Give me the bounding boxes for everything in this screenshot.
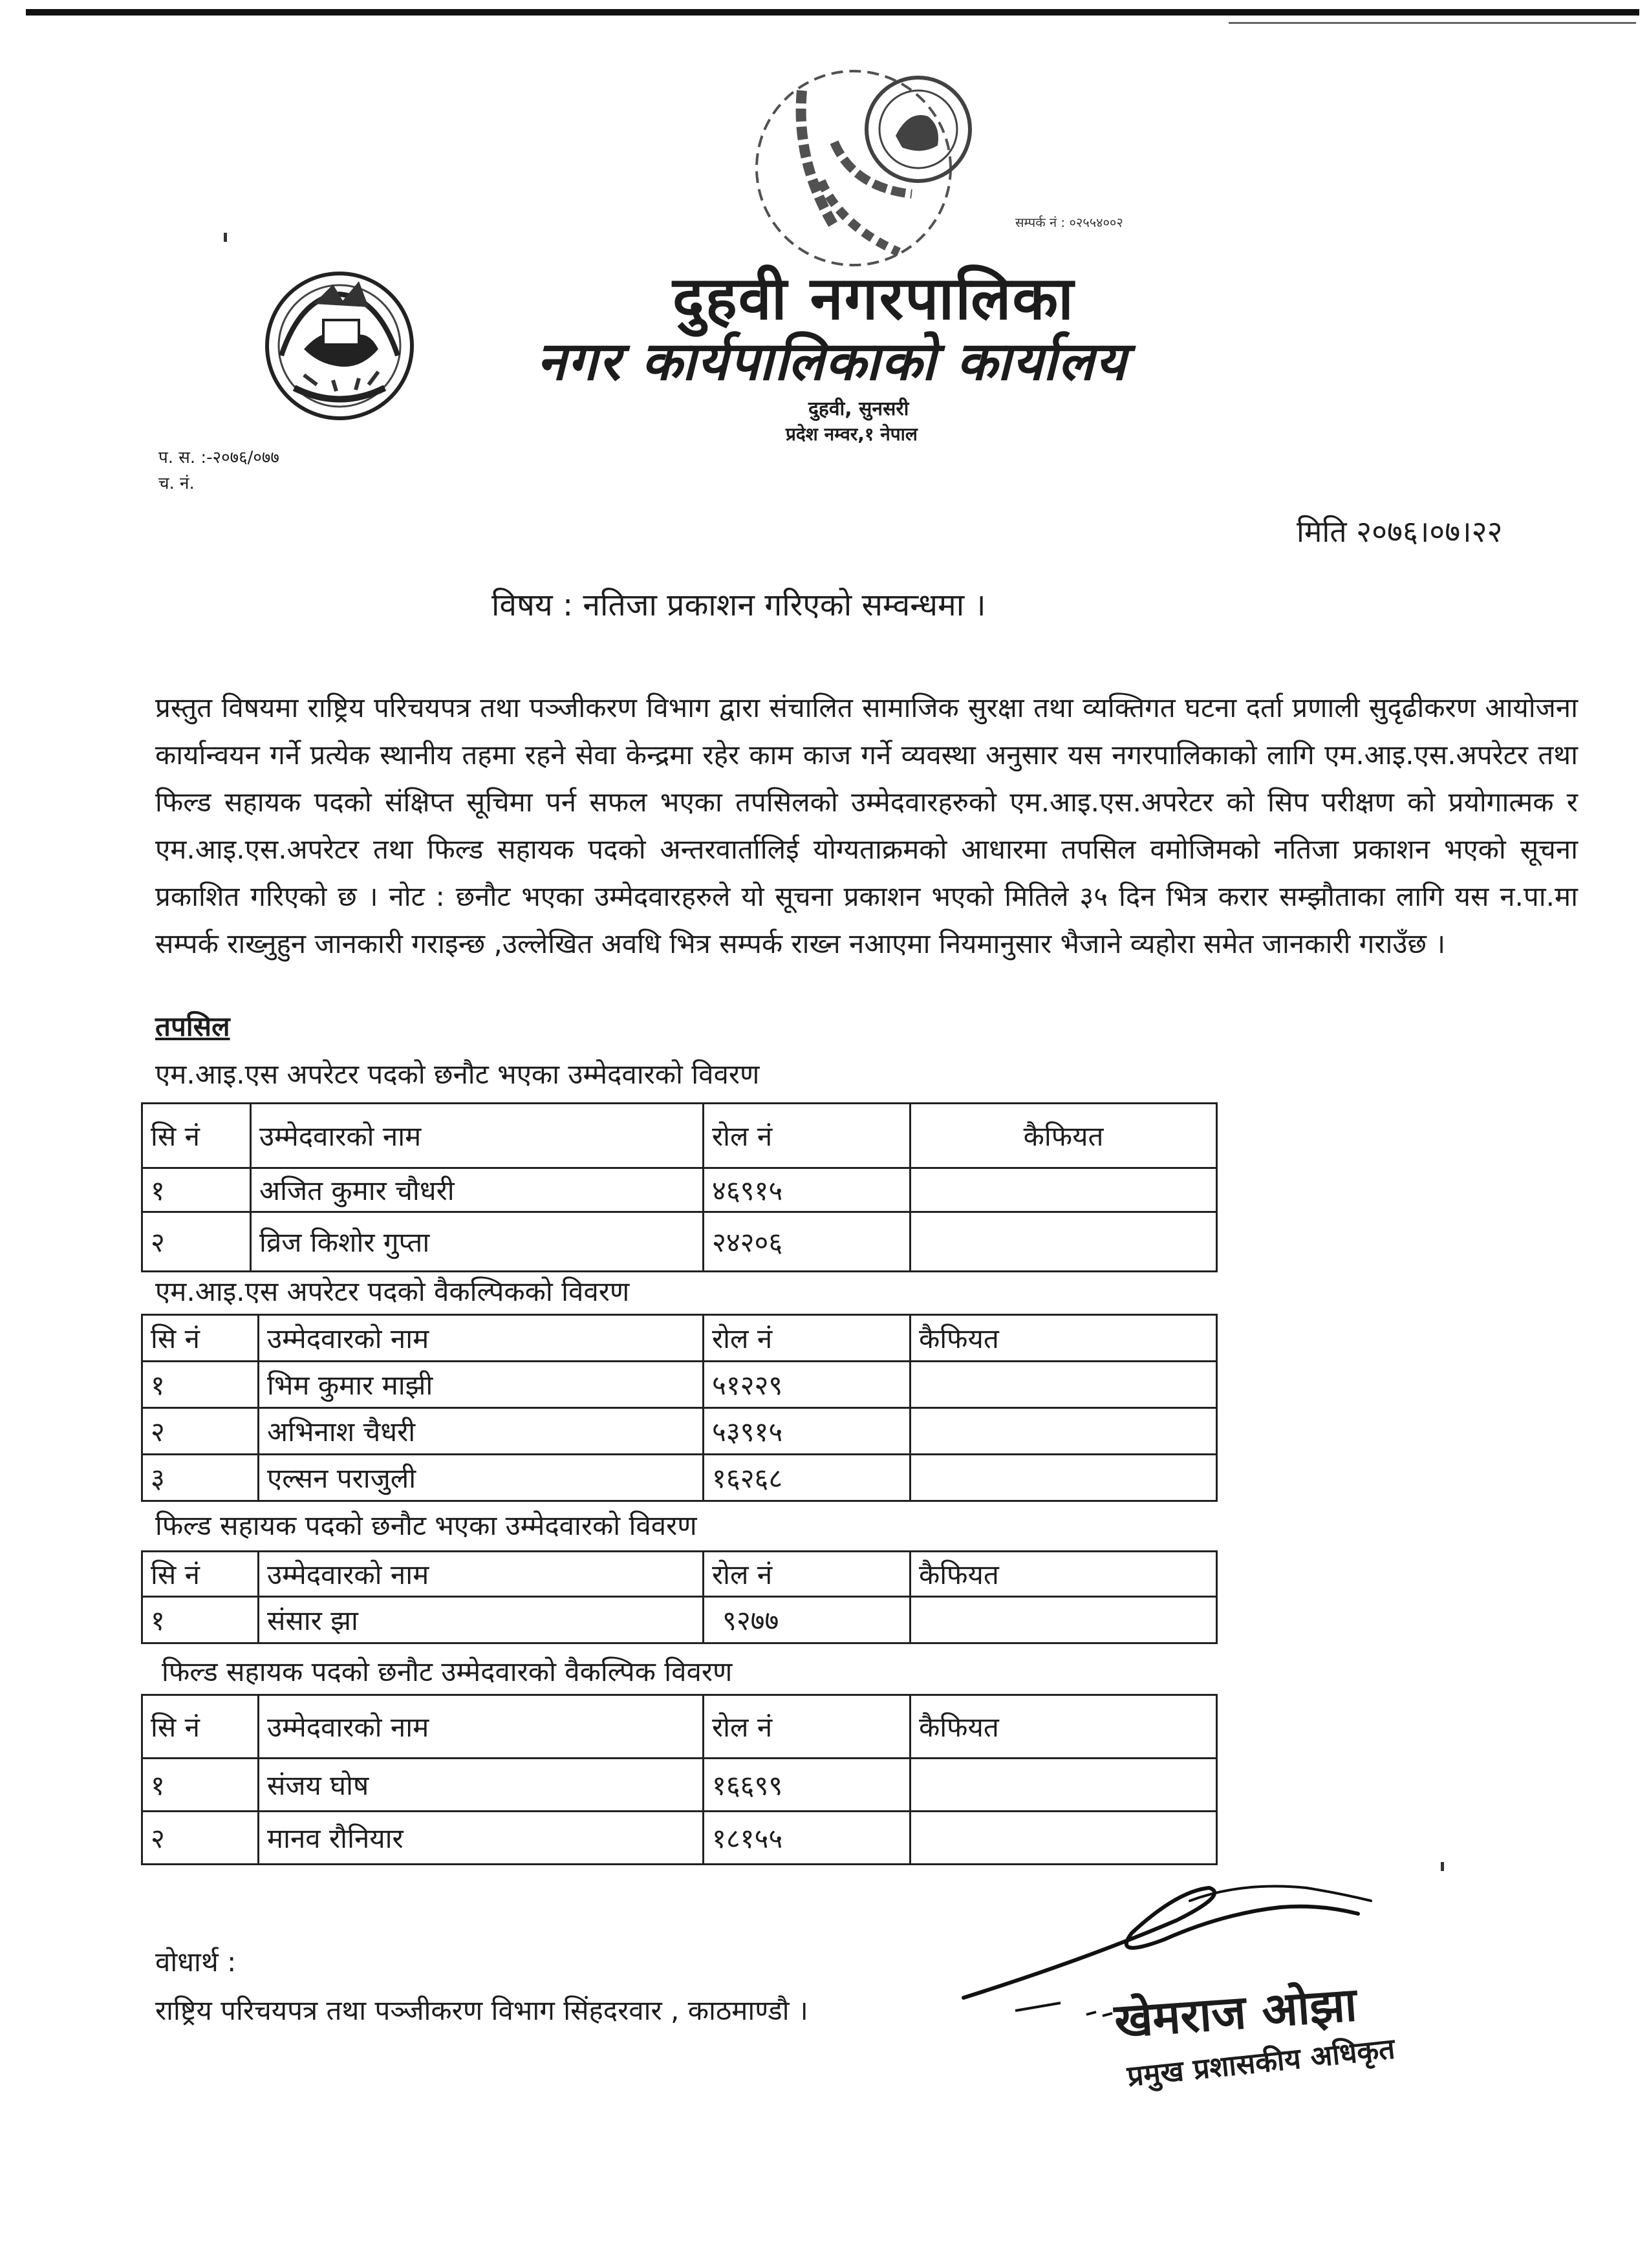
- serial-cell: २: [142, 1408, 259, 1455]
- table-row: [142, 1759, 1217, 1812]
- tapsil-heading: तपसिल: [155, 1011, 230, 1042]
- roll-cell: ५३९१५: [704, 1408, 911, 1455]
- name-cell: एल्सन पराजुली: [259, 1455, 704, 1501]
- serial-cell: ३: [142, 1455, 259, 1501]
- roll-cell: २४२०६: [704, 1212, 911, 1272]
- remarks-cell: [911, 1455, 1217, 1501]
- selected-field-assistant-table: [141, 1550, 1218, 1644]
- remarks-cell: [911, 1759, 1217, 1812]
- roll-cell: ४६९१५: [704, 1168, 911, 1212]
- header-remarks: कैफियत: [911, 1695, 1217, 1759]
- remarks-cell: [911, 1212, 1217, 1272]
- office-stamp: [744, 65, 1028, 278]
- alternate-field-assistant-table: [141, 1694, 1218, 1865]
- municipality-name: दुहवी नगरपालिका: [673, 264, 1075, 333]
- table-row: [142, 1362, 1217, 1408]
- name-cell: अभिनाश चैधरी: [259, 1408, 704, 1455]
- table-row: [142, 1212, 1217, 1272]
- nepal-emblem-icon: [255, 259, 424, 427]
- remarks-cell: [911, 1408, 1217, 1455]
- name-cell: संसार झा: [259, 1597, 704, 1643]
- name-cell: व्रिज किशोर गुप्ता: [251, 1212, 704, 1272]
- dispatch-number: च. नं.: [158, 474, 195, 493]
- scan-top-border: [26, 9, 1639, 16]
- table-row: [142, 1168, 1217, 1212]
- remarks-cell: [911, 1812, 1217, 1865]
- scan-speck: [1441, 1862, 1444, 1871]
- table-3-title: फिल्ड सहायक पदको छनौट भएका उम्मेदवारको विवरण: [155, 1510, 697, 1541]
- scan-top-border-thin: [1229, 22, 1636, 24]
- address-line-2: प्रदेश नम्वर,१ नेपाल: [786, 423, 918, 445]
- header-roll: रोल नं: [704, 1104, 911, 1168]
- roll-cell: १८१५५: [704, 1812, 911, 1865]
- name-cell: अजित कुमार चौधरी: [251, 1168, 704, 1212]
- roll-cell: ५१२२९: [704, 1362, 911, 1408]
- office-name: नगर कार्यपालिकाको कार्यालय: [537, 331, 1128, 392]
- address-line-1: दुहवी, सुनसरी: [808, 398, 909, 420]
- header-remarks: कैफियत: [911, 1104, 1217, 1168]
- scan-speck: [224, 233, 227, 242]
- remarks-cell: [911, 1597, 1217, 1643]
- header-remarks: कैफियत: [911, 1315, 1217, 1362]
- table-row: [142, 1455, 1217, 1501]
- table-row: [142, 1812, 1217, 1865]
- serial-cell: २: [142, 1212, 251, 1272]
- roll-cell: ९२७७: [704, 1597, 911, 1643]
- header-roll: रोल नं: [704, 1315, 911, 1362]
- signer-name: खेमराज ओझा: [1112, 1976, 1359, 2048]
- header-serial: सि नं: [142, 1315, 259, 1362]
- header-roll: रोल नं: [704, 1552, 911, 1597]
- signer-title: प्रमुख प्रशासकीय अधिकृत: [1125, 2032, 1397, 2093]
- alternate-mis-operator-table: [141, 1314, 1218, 1502]
- header-name: उम्मेदवारको नाम: [251, 1104, 704, 1168]
- name-cell: संजय घोष: [259, 1759, 704, 1812]
- table-4-title: फिल्ड सहायक पदको छनौट उम्मेदवारको वैकल्पिक विवरण: [162, 1656, 733, 1687]
- table-1-title: एम.आइ.एस अपरेटर पदको छनौट भएका उम्मेदवारको विवरण: [155, 1058, 760, 1090]
- remarks-cell: [911, 1362, 1217, 1408]
- selected-mis-operator-table: [141, 1102, 1218, 1272]
- roll-cell: १६२६८: [704, 1455, 911, 1501]
- cc-label: वोधार्थ :: [155, 1946, 237, 1978]
- header-serial: सि नं: [142, 1695, 259, 1759]
- fiscal-year-ref: प. स. :-२०७६/०७७: [158, 448, 279, 467]
- roll-cell: १६६९९: [704, 1759, 911, 1812]
- table-row: [142, 1408, 1217, 1455]
- serial-cell: १: [142, 1597, 259, 1643]
- serial-cell: २: [142, 1812, 259, 1865]
- header-name: उम्मेदवारको नाम: [259, 1315, 704, 1362]
- serial-cell: १: [142, 1168, 251, 1212]
- notice-body: प्रस्तुत विषयमा राष्ट्रिय परिचयपत्र तथा पञ्जीकरण विभाग द्वारा संचालित सामाजिक सुरक्षा तथा व्यक्तिगत घटना दर्ता प्रणाली सुदृढीकरण आयोजना कार्यान्वयन गर्ने प्रत्येक स्थानीय तहमा रहने सेवा केन्द्रमा रहेर काम काज गर्ने व्यवस्था अनुसार यस नगरपालिकाको लागि एम.आइ.एस.अपरेटर तथा फिल्ड सहायक पदको संक्षिप्त सूचिमा पर्न सफल भएका तपसिलको उम्मेदवारहरुको एम.आइ.एस.अपरेटर को सिप परीक्षण को प्रयोगात्मक र एम.आइ.एस.अपरेटर तथा फिल्ड सहायक पदको अन्तरवार्तालिई योग्यताक्रमको आधारमा तपसिल वमोजिमको नतिजा प्रकाशन भएको सूचना प्रकाशित गरिएको छ । नोट : छनौट भएका उम्मेदवारहरुले यो सूचना प्रकाशन भएको मितिले ३५ दिन भित्र करार सम्झौताका लागि यस न.पा.मा सम्पर्क राख्नुहुन जानकारी गराइन्छ ,उल्लेखित अवधि भित्र सम्पर्क राख्न नआएमा नियमानुसार भैजाने व्यहोरा समेत जानकारी गराउँछ ।: [155, 692, 1578, 959]
- letter-date: मिति २०७६।०७।२२: [1297, 514, 1503, 549]
- header-name: उम्मेदवारको नाम: [259, 1695, 704, 1759]
- cc-recipient: राष्ट्रिय परिचयपत्र तथा पञ्जीकरण विभाग सिंहदरवार , काठमाण्डौ ।: [155, 1995, 808, 2026]
- serial-cell: १: [142, 1362, 259, 1408]
- contact-number: सम्पर्क नं : ०२५५४००२: [1015, 215, 1123, 230]
- header-serial: सि नं: [142, 1552, 259, 1597]
- table-header-row: [142, 1552, 1217, 1597]
- name-cell: भिम कुमार माझी: [259, 1362, 704, 1408]
- table-header-row: [142, 1315, 1217, 1362]
- letter-subject: विषय : नतिजा प्रकाशन गरिएको सम्वन्धमा ।: [491, 587, 986, 623]
- header-remarks: कैफियत: [911, 1552, 1217, 1597]
- name-cell: मानव रौनियार: [259, 1812, 704, 1865]
- table-header-row: [142, 1695, 1217, 1759]
- table-header-row: [142, 1104, 1217, 1168]
- serial-cell: १: [142, 1759, 259, 1812]
- header-name: उम्मेदवारको नाम: [259, 1552, 704, 1597]
- header-roll: रोल नं: [704, 1695, 911, 1759]
- header-serial: सि नं: [142, 1104, 251, 1168]
- table-row: [142, 1597, 1217, 1643]
- table-2-title: एम.आइ.एस अपरेटर पदको वैकल्पिकको विवरण: [155, 1276, 630, 1307]
- remarks-cell: [911, 1168, 1217, 1212]
